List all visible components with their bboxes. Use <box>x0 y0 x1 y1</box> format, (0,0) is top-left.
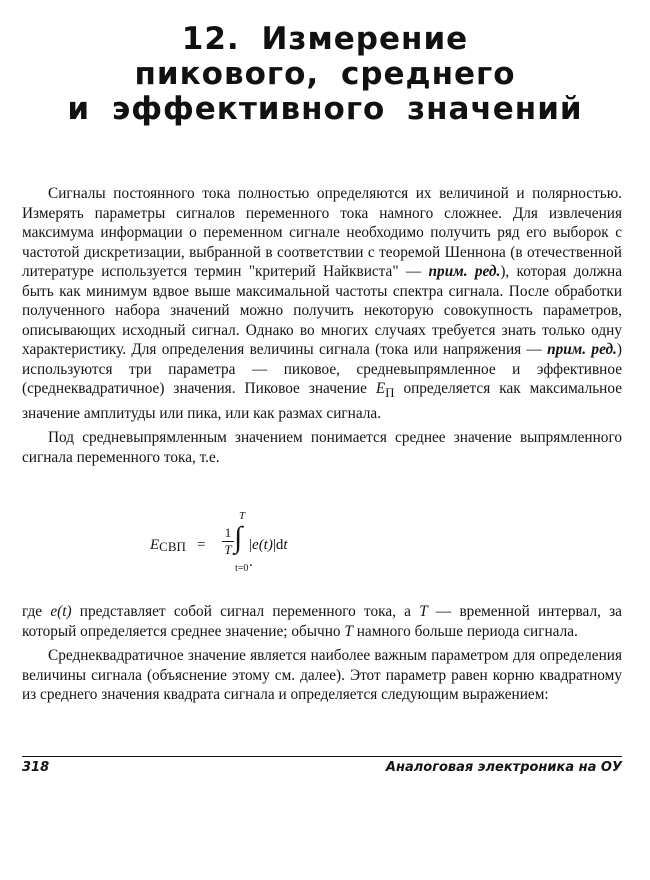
paragraph-1 <box>22 184 622 423</box>
abs-bar-right: | <box>272 537 276 553</box>
formula-lhs <box>150 537 186 555</box>
paragraph-3 <box>22 602 622 641</box>
peak-value-symbol: E <box>375 380 386 397</box>
integral-lower-limit: t=0 <box>235 563 249 574</box>
page-number: 318 <box>22 760 50 775</box>
peak-value-subscript: П <box>385 386 395 401</box>
formula-lhs-subscript: СВП <box>159 539 186 554</box>
integral-upper-limit: T <box>239 510 246 522</box>
formula-numerator: 1 <box>224 525 232 540</box>
formula-lhs-var: E <box>150 537 160 553</box>
abs-bar-left: | <box>249 537 253 553</box>
paragraph-2: Под средневыпрямленным значением понимается среднее значение выпрямленного сигнала переменного тока, т.е. <box>22 429 622 466</box>
interval-symbol-2: T <box>344 622 353 640</box>
signal-symbol: e(t) <box>50 603 72 620</box>
body-text <box>22 184 622 467</box>
interval-symbol-1: T <box>419 603 428 620</box>
paragraph-3-text-b: представляет собой сигнал переменного тока, а <box>71 603 420 620</box>
formula-period: . <box>249 554 253 570</box>
integrand-dt-t: t <box>283 537 288 553</box>
body-text-continued <box>22 602 622 705</box>
integral-sign: ∫ <box>234 521 243 554</box>
integrand-e: e <box>252 537 259 553</box>
footer-rule <box>22 756 622 757</box>
chapter-title <box>0 22 650 127</box>
paragraph-3-text-a: где <box>22 603 51 620</box>
formula-integrand <box>249 537 288 571</box>
paragraph-1-text-a: Сигналы постоянного тока полностью определяются их величиной и полярностью. Измерять параметры сигналов переменного тока намного сложнее. Для извлечения максимума информации о переменном сигнале необходимо получить ряд его выборок с частотой дискретизации, выбранной в соответствии с теоремой Шеннона (в отечественной литературе используется термин "критерий Найквиста" — <box>22 185 622 280</box>
chapter-title-line-3: и эффективного значений <box>67 91 583 127</box>
paragraph-4: Среднеквадратичное значение является наиболее важным параметром для определения величины сигнала (объяснение этому см. далее). Этот параметр равен корню квадратному из среднего значения квадрата сигнала и определяется следующим выражением: <box>22 647 622 703</box>
paragraph-1-text-b: ), которая должна быть как минимум вдвое выше максимальной частоты спектра сигнала. После обработки полученного набора значений можно получить некоторую совокупность параметров, описывающих исходный сигнал. Однако во многих случаях требуется знать только одну характеристику. Для определения величины сигнала (тока или напряжения — <box>22 263 622 358</box>
chapter-title-line-2: пикового, среднего <box>134 56 516 92</box>
running-book-title: Аналоговая электроника на ОУ <box>385 760 622 775</box>
formula-denominator: T <box>224 542 232 557</box>
paragraph-1-text-c: ) используются три параметра — пиковое, средневыпрямленное и эффективное (среднеквадратичное) значения. Пиковое значение <box>22 341 622 397</box>
editor-note-2: прим. ред. <box>547 341 617 358</box>
paragraph-3-text-d: намного больше периода сигнала. <box>352 622 578 640</box>
integrand-d: d <box>275 537 284 553</box>
editor-note-1: прим. ред. <box>428 263 501 280</box>
formula-equals: = <box>197 537 206 553</box>
integrand-t: (t) <box>258 537 273 553</box>
formula-fraction <box>222 526 234 557</box>
paragraph-3-text-c: — временной интервал, за который определяется среднее значение; обычно <box>22 603 622 640</box>
paragraph-1-text-d: определяется как максимальное значение амплитуды или пика, или как размах сигнала. <box>22 380 622 422</box>
chapter-title-line-1: 12. Измерение <box>181 21 469 57</box>
